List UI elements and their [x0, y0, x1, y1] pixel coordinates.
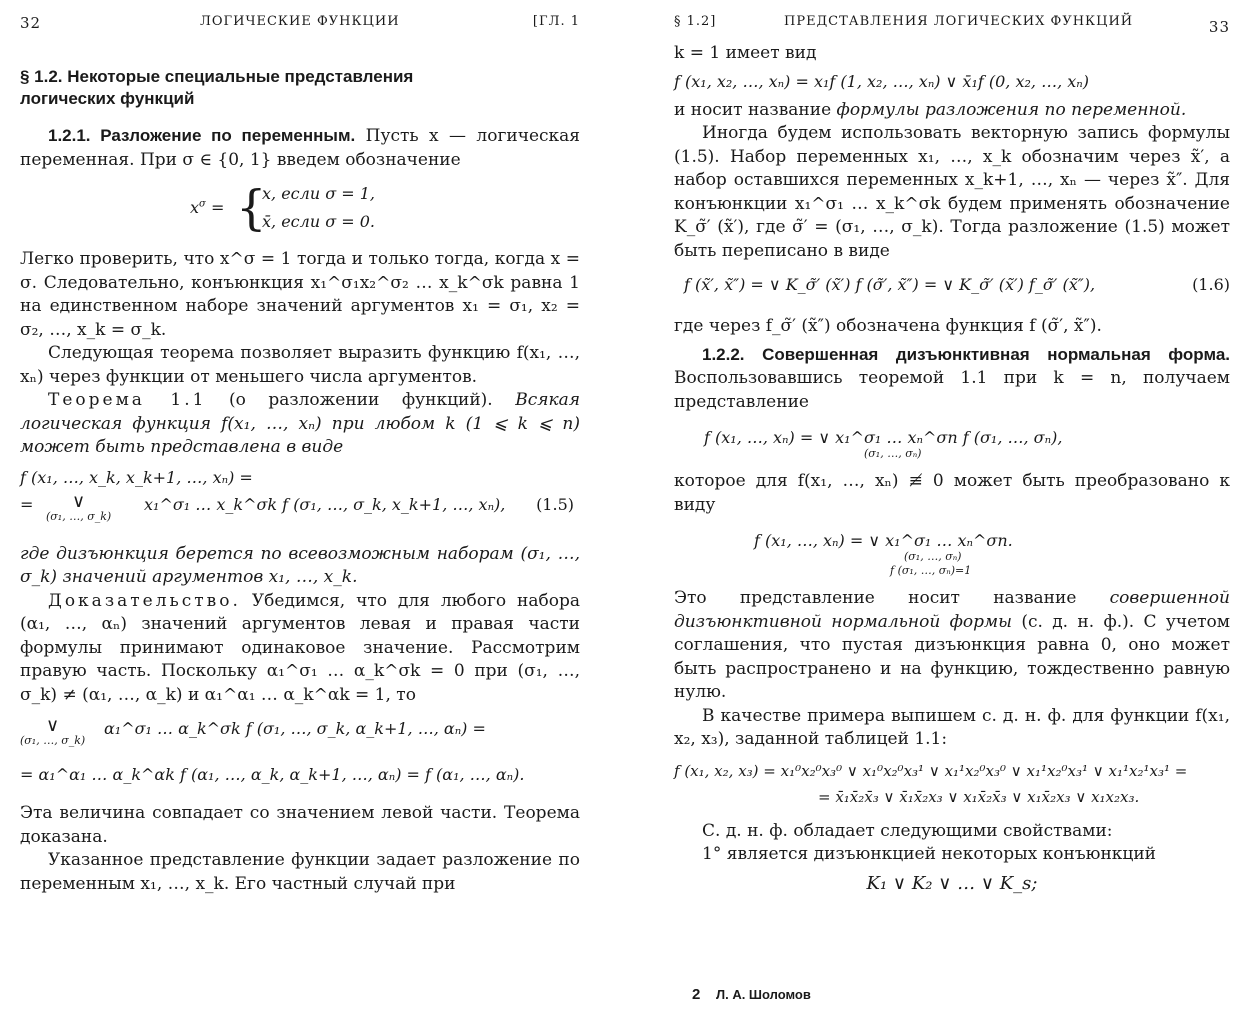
right-paragraph-8: В качестве примера выпишем с. д. н. ф. для функции f(x₁, x₂, x₃), заданной таблицей 1.1:: [674, 705, 1230, 749]
equation-alpha-under: (σ₁, …, σ_k): [20, 734, 86, 747]
subsection-title-1: 1.2.1. Разложение по переменным.: [48, 126, 356, 145]
equation-sdnf-under: (σ₁, …, σₙ): [864, 447, 922, 460]
left-page: [0, 0, 600, 1016]
right-p7-end: (с. д. н. ф.). С учетом соглашения, что пустая дизъюнкция равна 0, оно может быть распространено и на функцию, тождественно равную нулю.: [674, 611, 1230, 702]
equation-k1: f (x₁, x₂, …, xₙ) = x₁f (1, x₂, …, xₙ) ∨ x̄₁f (0, x₂, …, xₙ): [674, 71, 1089, 91]
equation-alpha-line-2: = α₁^α₁ … α_k^αk f (α₁, …, α_k, α_k+1, …, αₙ) = f (α₁, …, αₙ).: [20, 765, 525, 784]
equation-example-line-2: = x̄₁x̄₂x̄₃ ∨ x̄₁x̄₂x₃ ∨ x₁x̄₂x̄₃ ∨ x₁x̄₂x₃ ∨ x₁x₂x₃.: [818, 787, 1140, 806]
proof-paragraph: [20, 590, 580, 708]
left-paragraph-6: Эта величина совпадает со значением левой части. Теорема доказана.: [20, 803, 580, 847]
right-paragraph-3: Иногда будем использовать векторную запись формулы (1.5). Набор переменных x₁, …, x_k обозначим через x̃′, а набор оставшихся переменных x_k+1, …, xₙ — через x̃″. Для конъюнкции x₁^σ₁ … x_k^σk будем применять обозначение K_σ̃′ (x̃′), где σ̃′ = (σ₁, …, σ_k). Тогда разложение (1.5) может быть переписано в виде: [674, 123, 1230, 261]
right-p2-start: и носит название: [674, 99, 832, 120]
right-paragraph-10: 1° является дизъюнкцией некоторых конъюнкций: [702, 844, 1157, 864]
theorem-text: Всякая логическая функция f(x₁, …, xₙ) при любом k (1 ⩽ k ⩽ n) может быть представлена в виде: [20, 390, 581, 457]
right-p5-text: Воспользовавшись теоремой 1.1 при k = n, получаем представление: [674, 368, 1230, 412]
right-paragraph-4: где через f_σ̃′ (x̃″) обозначена функция f (σ̃′, x̃″).: [674, 316, 1102, 336]
equation-1-5-body: x₁^σ₁ … x_k^σk f (σ₁, …, σ_k, x_k+1, …, xₙ),: [144, 494, 506, 514]
equation-1-5-line-2: = ∨ (σ₁, …, σ_k) x₁^σ₁ … x_k^σk f (σ₁, …, σ_k, x_k+1, …, xₙ), (1.5): [20, 490, 574, 523]
definition-row-1: x, если σ = 1,: [262, 184, 375, 203]
theorem-paren: (о разложении функций).: [228, 390, 493, 410]
right-p7-italic: совершенной дизъюнктивной нормальной формы: [674, 588, 1230, 632]
right-paragraph-7: [674, 587, 1230, 705]
right-p7-start: Это представление носит название: [674, 588, 1077, 608]
subsection-title-2: 1.2.2. Совершенная дизъюнктивная нормальная форма.: [702, 344, 1230, 364]
left-page-number: 32: [20, 14, 42, 32]
left-running-head: [20, 8, 580, 38]
page-footer: [692, 986, 811, 1003]
equation-sdnf-body: f (x₁, …, xₙ) = ∨ x₁^σ₁ … xₙ^σn f (σ₁, …, σₙ),: [704, 428, 1063, 447]
right-page-number: 33: [1208, 18, 1230, 36]
section-title: § 1.2. Некоторые специальные представления логических функций: [20, 67, 414, 108]
theorem-label: Теорема 1.1: [48, 390, 207, 410]
equation-alpha-line-1: ∨ (σ₁, …, σ_k) α₁^σ₁ … α_k^σk f (σ₁, …, σ_k, α_k+1, …, αₙ) =: [20, 715, 486, 747]
equation-k-disjunction: K₁ ∨ K₂ ∨ … ∨ K_s;: [866, 872, 1038, 894]
left-running-title: ЛОГИЧЕСКИЕ ФУНКЦИИ: [200, 14, 400, 29]
right-paragraph-9: С. д. н. ф. обладает следующими свойствами:: [702, 820, 1113, 841]
footer-author: Л. А. Шоломов: [715, 987, 811, 1002]
equation-1-5-line-1: f (x₁, …, x_k, x_k+1, …, xₙ) =: [20, 467, 253, 487]
footer-signature-number: 2: [692, 986, 701, 1003]
right-running-head: [674, 8, 1230, 38]
theorem-paragraph: [20, 389, 580, 460]
left-p1-text: Пусть x — логическая переменная. При σ ∈ {0, 1} введем обозначение: [20, 126, 581, 170]
right-p2-italic: формулы разложения по переменной.: [836, 99, 1187, 120]
left-paragraph-1: [20, 124, 580, 172]
equation-sdnf-2: [754, 527, 1230, 583]
equation-1-5-under: (σ₁, …, σ_k): [46, 509, 112, 523]
left-paragraph-4: где дизъюнкция берется по всевозможным наборам (σ₁, …, σ_k) значений аргументов x₁, …, x_k.: [20, 543, 580, 587]
equation-1-6: [674, 273, 1230, 303]
right-section-ref: § 1.2]: [674, 14, 717, 29]
right-page: [648, 0, 1244, 1016]
equation-sdnf2-under-2: f (σ₁, …, σₙ)=1: [890, 564, 972, 577]
right-paragraph-6: которое для f(x₁, …, xₙ) ≢ 0 может быть преобразовано к виду: [674, 471, 1230, 515]
equation-1-6-number: (1.6): [1192, 275, 1230, 294]
right-paragraph-1: k = 1 имеет вид: [674, 43, 817, 63]
left-paragraph-2: Легко проверить, что x^σ = 1 тогда и только тогда, когда x = σ. Следовательно, конъюнкция x₁^σ₁x₂^σ₂ … x_k^σk равна 1 на единственном наборе значений аргументов x₁ = σ₁, x₂ = σ₂, …, x_k = σ_k.: [20, 249, 580, 340]
proof-label: Доказательство.: [48, 590, 241, 611]
equation-alpha-body: α₁^σ₁ … α_k^σk f (σ₁, …, σ_k, α_k+1, …, αₙ) =: [104, 719, 486, 738]
left-chapter-ref: [ГЛ. 1: [532, 14, 580, 29]
equation-sdnf: [704, 424, 1230, 464]
proof-text: Убедимся, что для любого набора (α₁, …, αₙ) значений аргументов левая и правая части формулы принимают одинаковое значение. Рассмотрим правую часть. Поскольку α₁^σ₁ … α_k^σk = 0 при (σ₁, …, σ_k) ≠ (α₁, …, α_k) и α₁^α₁ … α_k^αk = 1, то: [20, 590, 580, 705]
equation-1-5-number: (1.5): [536, 494, 574, 514]
equation-example-line-1: f (x₁, x₂, x₃) = x₁⁰x₂⁰x₃⁰ ∨ x₁⁰x₂⁰x₃¹ ∨ x₁¹x₂⁰x₃⁰ ∨ x₁¹x₂⁰x₃¹ ∨ x₁¹x₂¹x₃¹ =: [674, 761, 1188, 780]
equation-1-6-body: f (x̃′, x̃″) = ∨ K_σ̃′ (x̃′) f (σ̃′, x̃″) = ∨ K_σ̃′ (x̃′) f_σ̃′ (x̃″),: [684, 275, 1096, 294]
equation-sdnf2-under-1: (σ₁, …, σₙ): [904, 550, 962, 563]
left-paragraph-7: Указанное представление функции задает разложение по переменным x₁, …, x_k. Его частный случай при: [20, 850, 580, 894]
right-paragraph-2: [674, 99, 1230, 123]
definition-row-2: x̄, если σ = 0.: [262, 212, 375, 231]
right-running-title: ПРЕДСТАВЛЕНИЯ ЛОГИЧЕСКИХ ФУНКЦИЙ: [784, 14, 1134, 29]
left-paragraph-3: Следующая теорема позволяет выразить функцию f(x₁, …, xₙ) через функции от меньшего числа аргументов.: [20, 343, 580, 387]
equation-sdnf2-body: f (x₁, …, xₙ) = ∨ x₁^σ₁ … xₙ^σn.: [754, 531, 1013, 550]
right-paragraph-5: [674, 343, 1230, 415]
definition-equation: $x^\sigma$ = { x, если σ = 1, x̄, если σ = 0.: [190, 180, 375, 236]
